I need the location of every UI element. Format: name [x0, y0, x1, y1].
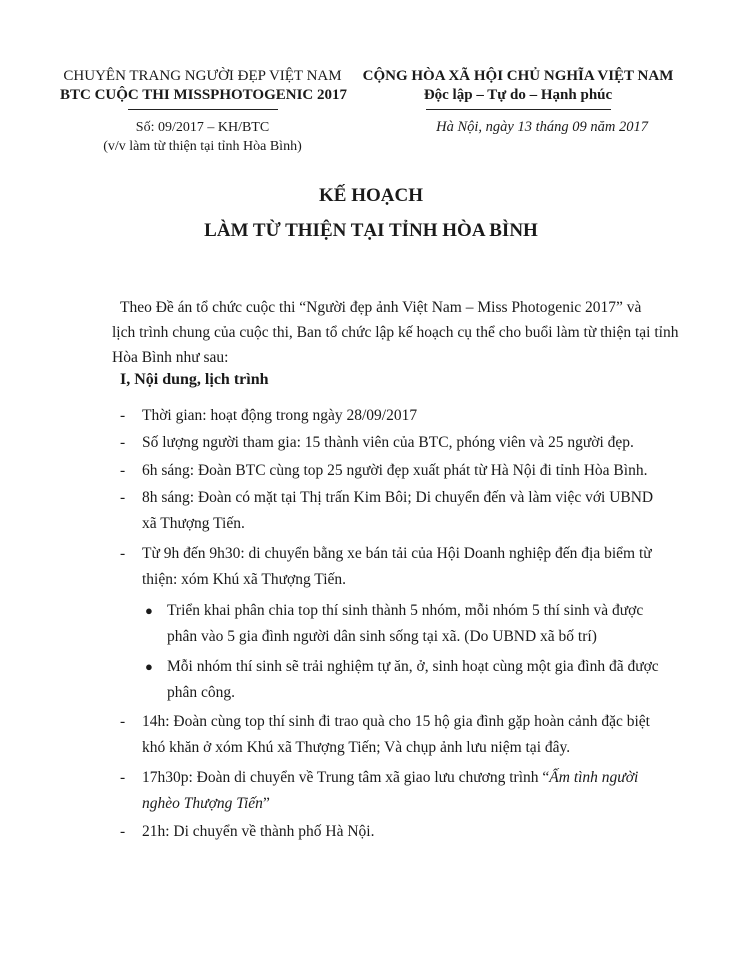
- national-motto: Độc lập – Tự do – Hạnh phúc: [423, 87, 613, 103]
- schedule-item-text: 6h sáng: Đoàn BTC cùng top 25 người đẹp xuất phát từ Hà Nội đi tỉnh Hòa Bình.: [142, 462, 648, 479]
- bullet-marker: ●: [145, 603, 153, 618]
- dash-marker: -: [120, 489, 126, 506]
- dash-marker: -: [120, 713, 126, 730]
- program-name-italic: Ấm tình người: [549, 769, 639, 786]
- document-reference: [60, 118, 345, 156]
- schedule-item-text: thiện: xóm Khú xã Thượng Tiến.: [142, 571, 347, 588]
- organization-name: CHUYÊN TRANG NGƯỜI ĐẸP VIỆT NAM: [63, 68, 342, 84]
- national-header: [358, 67, 678, 110]
- schedule-item-text: Từ 9h đến 9h30: di chuyển bằng xe bán tải của Hội Doanh nghiệp đến địa biểm từ: [142, 545, 652, 562]
- schedule-item-text: 14h: Đoàn cùng top thí sinh đi trao quà cho 15 hộ gia đình gặp hoàn cảnh đặc biệt: [142, 713, 650, 730]
- dash-marker: -: [120, 434, 126, 451]
- closing-quote: ”: [262, 795, 270, 812]
- intro-line-1: Theo Đề án tổ chức cuộc thi “Người đẹp ảnh Việt Nam – Miss Photogenic 2017” và: [120, 299, 642, 316]
- dash-marker: -: [120, 407, 126, 424]
- intro-paragraph: [112, 295, 680, 370]
- schedule-item-text: khó khăn ở xóm Khú xã Thượng Tiến; Và chụp ảnh lưu niệm tại đây.: [142, 739, 571, 756]
- bullet-marker: ●: [145, 659, 153, 674]
- dash-marker: -: [120, 462, 126, 479]
- national-title: CỘNG HÒA XÃ HỘI CHỦ NGHĨA VIỆT NAM: [362, 68, 674, 84]
- intro-line-3: Hòa Bình như sau:: [112, 349, 229, 366]
- schedule-item-text-plain: 17h30p: Đoàn di chuyển về Trung tâm xã giao lưu chương trình “: [142, 769, 550, 786]
- document-subject: (v/v làm từ thiện tại tỉnh Hòa Bình): [103, 139, 302, 154]
- program-name-italic: nghèo Thượng Tiến: [142, 795, 263, 812]
- organization-header: [60, 67, 345, 110]
- schedule-item-text: Số lượng người tham gia: 15 thành viên của BTC, phóng viên và 25 người đẹp.: [142, 434, 634, 451]
- header-underline-left: [128, 109, 278, 110]
- intro-line-2: lịch trình chung của cuộc thi, Ban tổ chức lập kế hoạch cụ thể cho buổi làm từ thiện tại tỉnh: [112, 324, 679, 341]
- sub-item-text: Mỗi nhóm thí sinh sẽ trải nghiệm tự ăn, ở, sinh hoạt cùng một gia đình đã được: [167, 658, 659, 675]
- dash-marker: -: [120, 823, 126, 840]
- sub-item-text: phân công.: [167, 684, 236, 701]
- sub-item-text: Triển khai phân chia top thí sinh thành 5 nhóm, mỗi nhóm 5 thí sinh và được: [167, 602, 644, 619]
- schedule-item-text: 8h sáng: Đoàn có mặt tại Thị trấn Kim Bôi; Di chuyển đến và làm việc với UBND: [142, 489, 654, 506]
- schedule-item-text: Thời gian: hoạt động trong ngày 28/09/2017: [142, 407, 418, 424]
- document-subtitle: LÀM TỪ THIỆN TẠI TỈNH HÒA BÌNH: [204, 220, 538, 241]
- dash-marker: -: [120, 545, 126, 562]
- section-heading: I, Nội dung, lịch trình: [120, 371, 269, 388]
- schedule-item-text: xã Thượng Tiến.: [142, 515, 245, 532]
- sub-item-text: phân vào 5 gia đình người dân sinh sống tại xã. (Do UBND xã bố trí): [167, 628, 597, 645]
- schedule-item-text: 21h: Di chuyển về thành phố Hà Nội.: [142, 823, 375, 840]
- document-date-block: [358, 118, 678, 137]
- document-date: Hà Nội, ngày 13 tháng 09 năm 2017: [436, 119, 648, 135]
- document-title: KẾ HOẠCH: [319, 185, 423, 206]
- document-number: Số: 09/2017 – KH/BTC: [135, 120, 270, 135]
- header-underline-right: [426, 109, 611, 110]
- committee-name: BTC CUỘC THI MISSPHOTOGENIC 2017: [60, 87, 347, 103]
- dash-marker: -: [120, 769, 126, 786]
